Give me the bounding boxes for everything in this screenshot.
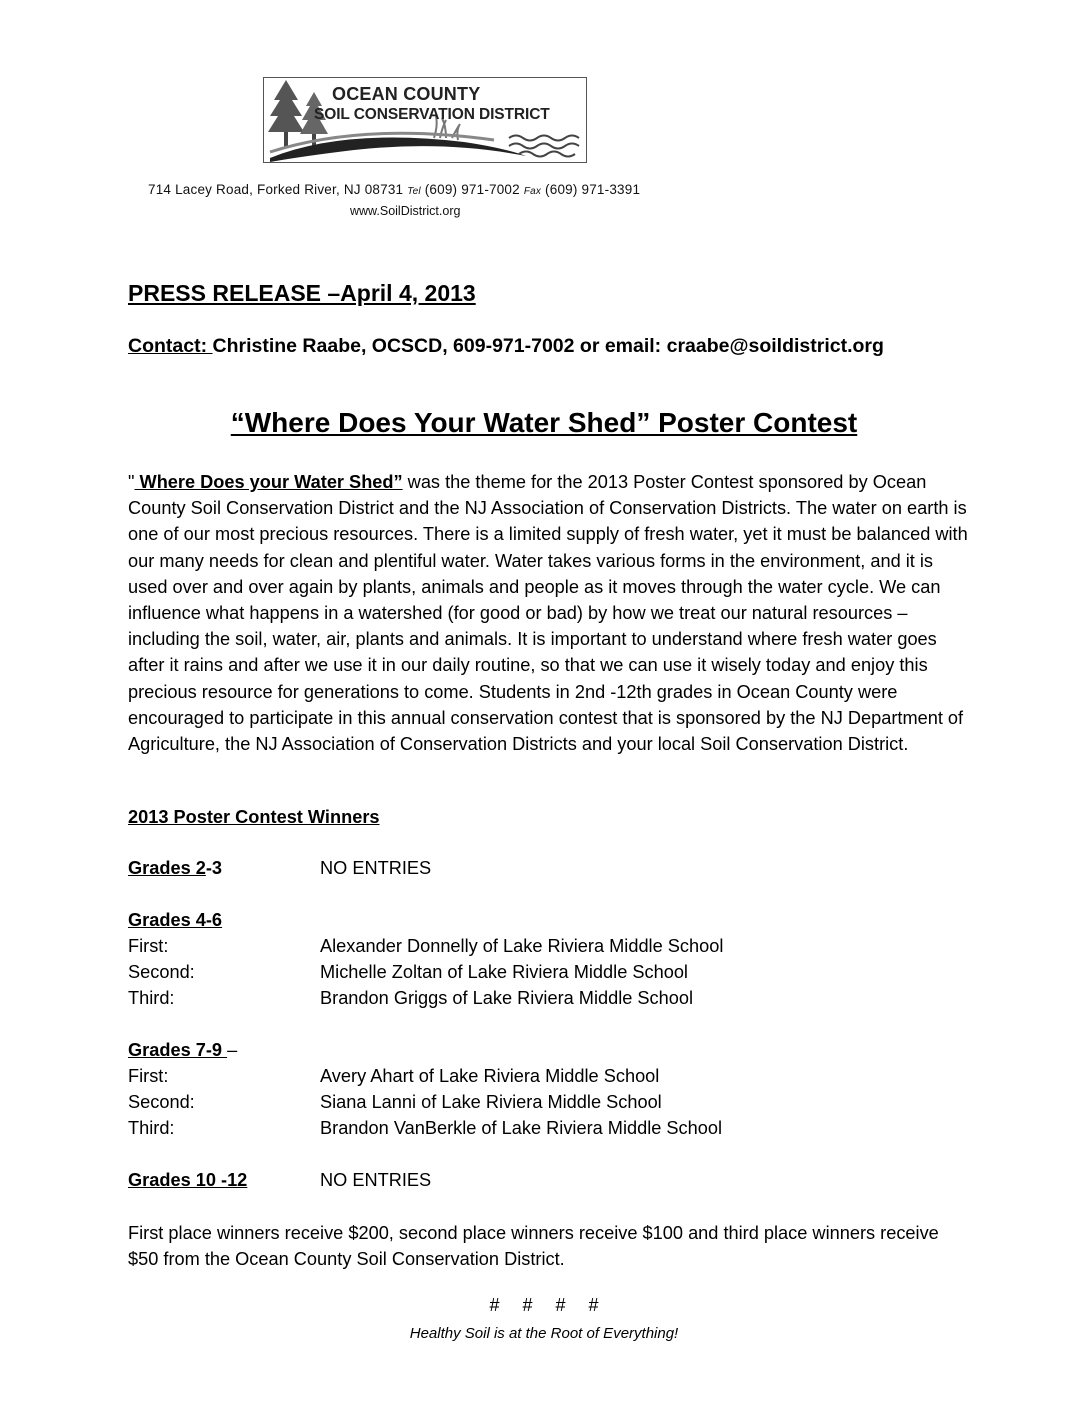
letterhead-website: www.SoilDistrict.org — [350, 204, 461, 218]
place-label: Third: — [128, 1118, 175, 1138]
tel-label: Tel — [407, 186, 421, 197]
letterhead-address — [148, 182, 708, 197]
press-release-heading: PRESS RELEASE –April 4, 2013 — [128, 280, 476, 306]
group-grades-7-9-label — [128, 1040, 237, 1061]
winners-heading: 2013 Poster Contest Winners — [128, 807, 380, 827]
group-grades-10-12 — [128, 1170, 432, 1191]
winner-name: Brandon Griggs of Lake Riviera Middle School — [320, 988, 694, 1008]
logo-org-line1: OCEAN COUNTY — [332, 84, 481, 104]
group-label: Grades 2 — [128, 858, 206, 878]
list-item — [128, 1066, 660, 1087]
group-label-rest: – — [227, 1040, 238, 1060]
closing-paragraph: First place winners receive $200, second place winners receive $100 and third place winners receive $50 from the Ocean County Soil Conservation District. — [128, 1223, 939, 1270]
fax-number: (609) 971-3391 — [545, 182, 641, 197]
group-label-rest: -3 — [205, 858, 223, 878]
place-label: Second: — [128, 962, 195, 982]
contact-label: Contact: — [128, 335, 213, 357]
logo-org-line2: SOIL CONSERVATION DISTRICT — [314, 106, 550, 123]
list-item — [128, 1118, 723, 1139]
place-label: First: — [128, 936, 169, 956]
contact-line — [128, 333, 958, 359]
group-value: NO ENTRIES — [320, 1170, 432, 1190]
winner-name: Alexander Donnelly of Lake Riviera Middle School — [320, 936, 724, 956]
place-label: First: — [128, 1066, 169, 1086]
list-item — [128, 1092, 662, 1113]
winner-name: Siana Lanni of Lake Riviera Middle School — [320, 1092, 662, 1112]
winner-name: Brandon VanBerkle of Lake Riviera Middle School — [320, 1118, 723, 1138]
intro-text: was the theme for the 2013 Poster Contest sponsored by Ocean County Soil Conservation District and the NJ Association of Conservation Districts. The water on earth is one of our most precious resources. There is a limited supply of fresh water, yet it must be balanced with our many needs for clean and plentiful water. Water takes various forms in the environment, and it is used over and over again by plants, animals and people as it moves through the water cycle. We can influence what happens in a watershed (for good or bad) by how we treat our natural resources – including the soil, water, air, plants and animals. It is important to understand where fresh water goes after it rains and after we use it in our daily routine, so that we can use it wisely today and enjoy this precious resource for generations to come. Students in 2nd -12th grades in Ocean County were encouraged to participate in this annual conservation contest that is sponsored by the NJ Department of Agriculture, the NJ Association of Conservation Districts and your local Soil Conservation District. — [128, 472, 968, 755]
intro-paragraph — [128, 469, 968, 757]
winner-name: Avery Ahart of Lake Riviera Middle School — [320, 1066, 660, 1086]
group-grades-2-3 — [128, 858, 432, 879]
list-item — [128, 962, 688, 983]
tagline: Healthy Soil is at the Root of Everything! — [409, 1325, 679, 1342]
tel-number: (609) 971-7002 — [424, 182, 520, 197]
group-grades-4-6-label: Grades 4-6 — [128, 910, 223, 930]
intro-open-quote: " — [128, 472, 135, 492]
list-item — [128, 936, 724, 957]
contact-text: Christine Raabe, OCSCD, 609-971-7002 or email: craabe@soildistrict.org — [212, 335, 884, 357]
group-value: NO ENTRIES — [320, 858, 432, 878]
group-label: Grades 7-9 — [128, 1040, 228, 1060]
address-text: 714 Lacey Road, Forked River, NJ 08731 — [148, 182, 404, 197]
district-logo — [263, 77, 587, 163]
list-item — [128, 988, 694, 1009]
place-label: Third: — [128, 988, 175, 1008]
intro-theme: Where Does your Water Shed” — [134, 472, 403, 492]
winner-name: Michelle Zoltan of Lake Riviera Middle School — [320, 962, 688, 982]
document-title: “Where Does Your Water Shed” Poster Contest — [230, 407, 858, 438]
group-label: Grades 10 -12 — [128, 1170, 248, 1190]
fax-label: Fax — [523, 186, 542, 197]
place-label: Second: — [128, 1092, 195, 1112]
end-marks: # # # # — [489, 1295, 599, 1315]
